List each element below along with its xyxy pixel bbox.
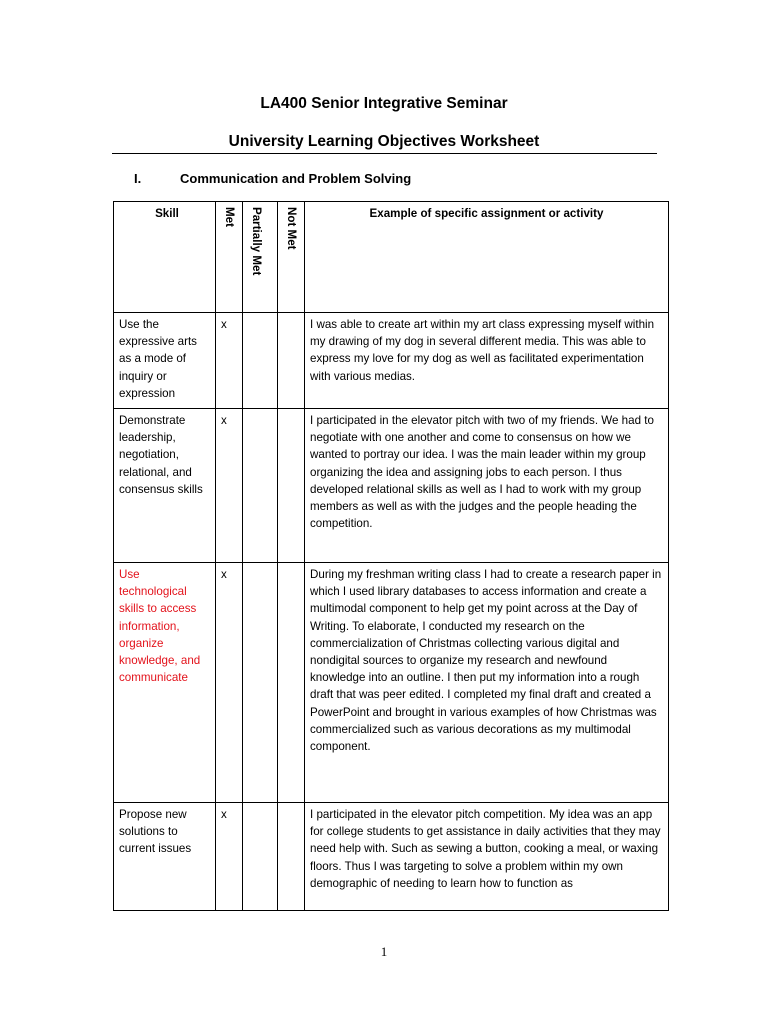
partially-met-cell (243, 313, 278, 409)
header-met: Met (223, 207, 237, 227)
title-divider (112, 153, 657, 154)
example-cell: I was able to create art within my art class expressing myself within my drawing of my dog in several different media. This was able to express my love for my dog as well as facilitated experimentation with various medias. (305, 313, 669, 409)
skill-cell: Use the expressive arts as a mode of inquiry or expression (114, 313, 216, 409)
skill-cell-highlighted: Use technological skills to access information, organize knowledge, and communicate (114, 563, 216, 803)
met-cell: x (216, 803, 243, 911)
section-number: I. (134, 171, 142, 186)
not-met-cell (278, 563, 305, 803)
partially-met-cell (243, 409, 278, 563)
table-row (114, 409, 669, 563)
header-example: Example of specific assignment or activity (305, 202, 669, 313)
header-not-met: Not Met (285, 207, 299, 250)
met-cell: x (216, 313, 243, 409)
header-not-met-cell (278, 202, 305, 313)
header-skill: Skill (114, 202, 216, 313)
table-header-row (114, 202, 669, 313)
document-title: LA400 Senior Integrative Seminar (260, 95, 508, 112)
page-number: 1 (380, 944, 388, 959)
table-row (114, 803, 669, 911)
partially-met-cell (243, 803, 278, 911)
example-cell: I participated in the elevator pitch competition. My idea was an app for college students to get assistance in daily activities that they may need help with. Such as sewing a button, cooking a meal, or waxing floors. Thus I was targeting to solve a problem within my own demographic of needing to learn how to function as (305, 803, 669, 911)
example-cell: I participated in the elevator pitch with two of my friends. We had to negotiate with one another and come to consensus on how we wanted to portray our idea. I was the main leader within my group organizing the idea and assigning jobs to each person. I thus developed relational skills as well as I had to work with my group members as well as with the judges and the people heading the competition. (305, 409, 669, 563)
met-cell: x (216, 563, 243, 803)
table-row (114, 563, 669, 803)
header-met-cell (216, 202, 243, 313)
document-subtitle: University Learning Objectives Worksheet (228, 133, 540, 150)
not-met-cell (278, 803, 305, 911)
partially-met-cell (243, 563, 278, 803)
not-met-cell (278, 313, 305, 409)
objectives-table (113, 201, 669, 911)
example-cell: During my freshman writing class I had to create a research paper in which I used library databases to access information and create a multimodal component to help get my point across at the Day of Writing. To elaborate, I conducted my research on the commercialization of Christmas collecting various digital and nondigital sources to organize my research and newfound knowledge into an outline. I then put my information into a rough draft that was peer edited. I completed my final draft and created a PowerPoint and brought in various examples of how Christmas was commercialized such as various decorations as my multimodal component. (305, 563, 669, 803)
table-row (114, 313, 669, 409)
header-partially-met-cell (243, 202, 278, 313)
not-met-cell (278, 409, 305, 563)
header-partially-met: Partially Met (250, 207, 264, 276)
skill-cell: Demonstrate leadership, negotiation, relational, and consensus skills (114, 409, 216, 563)
section-title: Communication and Problem Solving (180, 171, 412, 186)
met-cell: x (216, 409, 243, 563)
skill-cell: Propose new solutions to current issues (114, 803, 216, 911)
